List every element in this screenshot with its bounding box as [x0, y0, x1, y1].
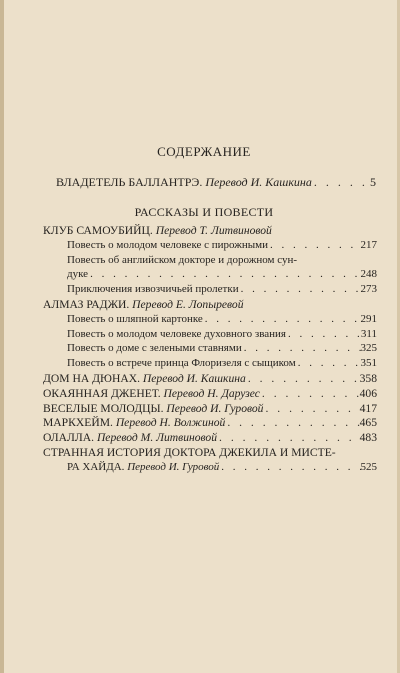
toc-entry-title	[56, 175, 312, 190]
toc-entry	[43, 224, 377, 239]
toc-entry-page: 483	[359, 431, 377, 445]
dot-leader	[263, 402, 359, 415]
toc-entry	[43, 313, 377, 328]
toc-entry-translator: Перевод Е. Лопыревой	[132, 297, 244, 311]
toc-entry-title	[43, 402, 263, 415]
toc-entry-name: РА ХАЙДА.	[67, 460, 125, 473]
toc-entry-page: 325	[360, 342, 377, 355]
toc-entry-page: 351	[360, 357, 377, 370]
toc-entry-title	[43, 224, 272, 237]
toc-entry	[43, 431, 377, 446]
toc-entry-page: 5	[370, 175, 376, 189]
toc-entry-page: 311	[360, 327, 377, 340]
toc-entry-title	[67, 357, 296, 369]
section-heading: РАССКАЗЫ И ПОВЕСТИ	[134, 205, 274, 219]
toc-entry-front	[56, 175, 376, 193]
toc-entry-name: дуке	[67, 268, 89, 281]
toc-entry-name: СТРАННАЯ ИСТОРИЯ ДОКТОРА ДЖЕКИЛА И МИСТЕ-	[43, 445, 336, 459]
dot-leader	[260, 387, 360, 400]
dot-leader	[225, 416, 359, 429]
toc-entry-name: Повесть о шляпной картонке	[67, 312, 203, 325]
dot-leader	[268, 239, 361, 251]
toc-entry	[43, 283, 377, 298]
dot-leader	[242, 342, 361, 354]
toc-entry-name: Повесть о доме с зелеными ставнями	[67, 342, 242, 355]
toc-entry-name: КЛУБ САМОУБИЙЦ.	[43, 224, 153, 237]
toc-entry-translator: Перевод Т. Литвиновой	[155, 224, 272, 237]
dot-leader	[219, 461, 360, 473]
dot-leader	[296, 357, 361, 369]
toc-entry	[43, 328, 377, 343]
toc-entry-title	[67, 313, 203, 325]
toc-entry	[43, 342, 377, 357]
toc-entry-title	[43, 387, 260, 400]
toc-entry	[43, 446, 377, 461]
toc-entry	[43, 298, 377, 313]
toc-entry-title	[43, 372, 246, 385]
toc-entry	[43, 387, 377, 402]
toc-entry-name: Повесть о молодом человеке с пирожными	[67, 238, 268, 251]
toc-entry-page: 465	[359, 416, 377, 430]
dot-leader	[286, 328, 361, 340]
toc-entry-page: 358	[359, 371, 377, 385]
toc-entry	[43, 402, 377, 417]
toc-entry	[43, 268, 377, 283]
toc-entry-name: Приключения извозчичьей пролетки	[67, 283, 239, 296]
toc-entry-title	[67, 254, 297, 266]
toc-entry-page: 273	[360, 283, 377, 296]
dot-leader	[246, 372, 360, 385]
toc-entry-translator: Перевод Н. Волжиной	[115, 416, 226, 430]
toc-entry-name: Повесть об английском докторе и дорожном сун-	[67, 253, 298, 266]
toc-entry-page: 248	[360, 268, 377, 281]
toc-entry	[43, 372, 377, 387]
toc-entry-title	[43, 298, 244, 311]
toc-entry-name: ВЛАДЕТЕЛЬ БАЛЛАНТРЭ.	[56, 175, 203, 189]
toc-entry-name: ОЛАЛЛА.	[43, 431, 95, 445]
dot-leader	[312, 175, 370, 190]
toc-entry-title	[67, 239, 268, 251]
dot-leader	[88, 268, 360, 280]
toc-entry-name: ОКАЯННАЯ ДЖЕНЕТ.	[43, 386, 161, 400]
toc-entry-page: 217	[360, 238, 377, 251]
toc-entry	[43, 239, 377, 254]
toc-entry-title	[67, 328, 286, 340]
toc-entry	[43, 254, 377, 269]
toc-entry-translator: Перевод Н. Дарузес	[163, 386, 260, 400]
toc-entry-translator: Перевод И. Кашкина	[142, 371, 246, 385]
toc-entry	[43, 357, 377, 372]
toc-entry	[43, 416, 377, 431]
toc-entry-title	[67, 342, 242, 354]
toc-entry-page: 417	[359, 401, 377, 415]
toc-entry-name: Повесть о встрече принца Флоризеля с сыщиком	[67, 357, 296, 370]
toc-entry-translator: Перевод И. Гуровой	[127, 460, 220, 473]
toc-entry-name: АЛМАЗ РАДЖИ.	[43, 297, 130, 311]
toc-entry-name: ДОМ НА ДЮНАХ.	[43, 371, 140, 385]
toc-entry-translator: Перевод И. Кашкина	[205, 175, 312, 189]
dot-leader	[203, 313, 361, 325]
toc-entry-title	[67, 461, 219, 473]
toc-entry-title	[43, 416, 225, 429]
toc-entry-title	[43, 446, 336, 459]
toc-entry-page: 525	[360, 460, 377, 473]
dot-leader	[217, 431, 360, 444]
toc-entry-name: ВЕСЕЛЫЕ МОЛОДЦЫ.	[43, 401, 164, 415]
toc-entry-translator: Перевод И. Гуровой	[166, 401, 264, 415]
toc-entry-translator: Перевод М. Литвиновой	[96, 431, 218, 445]
toc-entry	[43, 461, 377, 476]
dot-leader	[239, 283, 361, 295]
toc-entry-title	[43, 431, 217, 444]
page-title: СОДЕРЖАНИЕ	[157, 144, 251, 159]
toc-entry-title	[67, 268, 88, 280]
toc-entry-title	[67, 283, 239, 295]
toc-entry-name: МАРКХЕЙМ.	[43, 416, 113, 430]
toc-list	[43, 224, 377, 476]
toc-entry-name: Повесть о молодом человеке духовного звания	[67, 327, 286, 340]
toc-entry-page: 291	[360, 312, 377, 325]
toc-entry-page: 406	[359, 386, 377, 400]
